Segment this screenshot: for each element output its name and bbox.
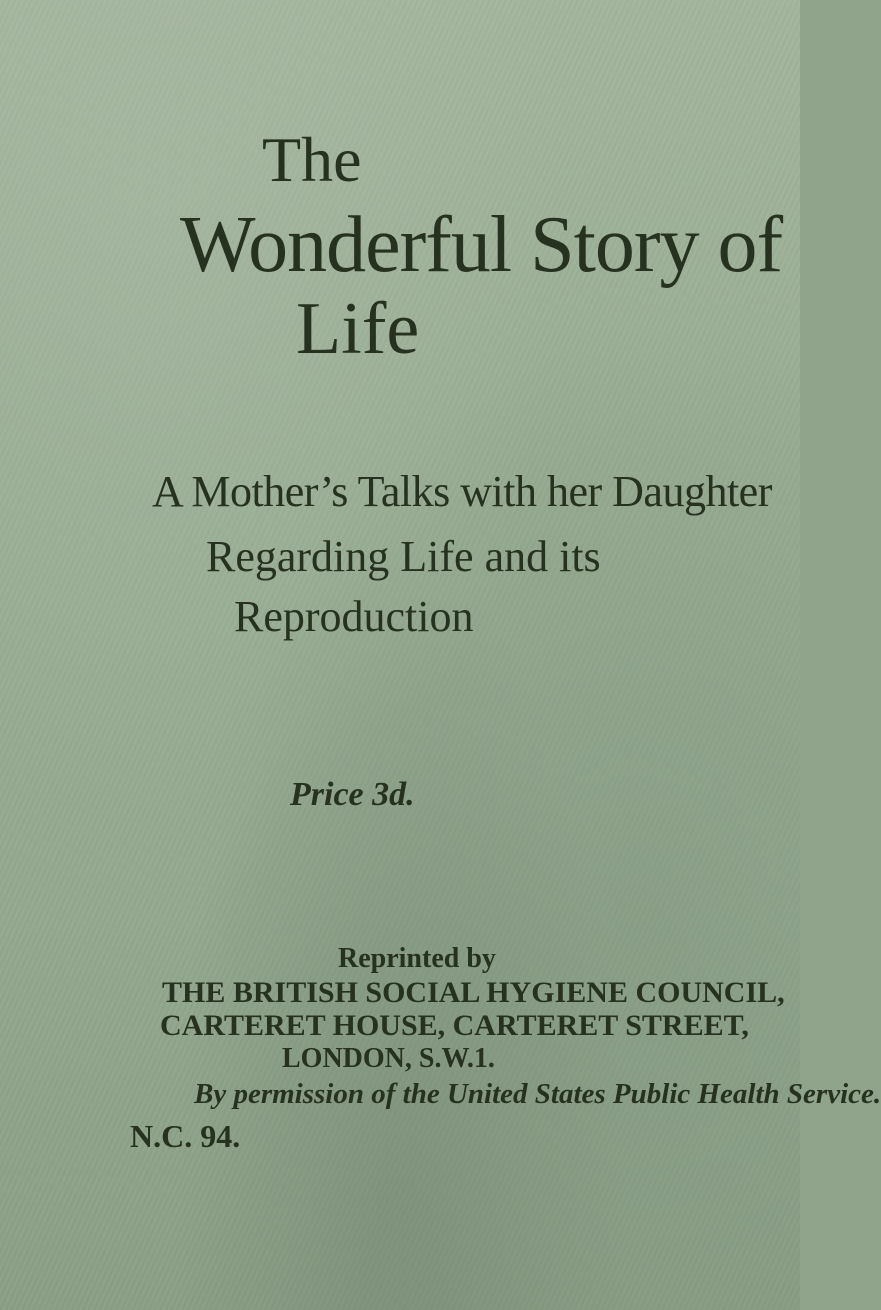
publisher-name: THE BRITISH SOCIAL HYGIENE COUNCIL, — [162, 976, 785, 1009]
title-line-wonderful-story: Wonderful Story of — [180, 201, 783, 289]
publisher-address: CARTERET HOUSE, CARTERET STREET, — [160, 1009, 749, 1042]
subtitle-line-3: Reproduction — [234, 592, 474, 641]
reprinted-by-label: Reprinted by — [338, 943, 496, 974]
title-line-life: Life — [296, 288, 420, 370]
catalog-code: N.C. 94. — [130, 1118, 241, 1154]
subtitle-line-2: Regarding Life and its — [206, 532, 601, 581]
subtitle-line-1: A Mother’s Talks with her Daughter — [152, 467, 772, 516]
permission-note: By permission of the United States Public Health Service. — [194, 1078, 881, 1110]
title-line-the: The — [262, 124, 362, 195]
price-label: Price 3d. — [290, 776, 415, 813]
publisher-city: LONDON, S.W.1. — [282, 1043, 495, 1074]
